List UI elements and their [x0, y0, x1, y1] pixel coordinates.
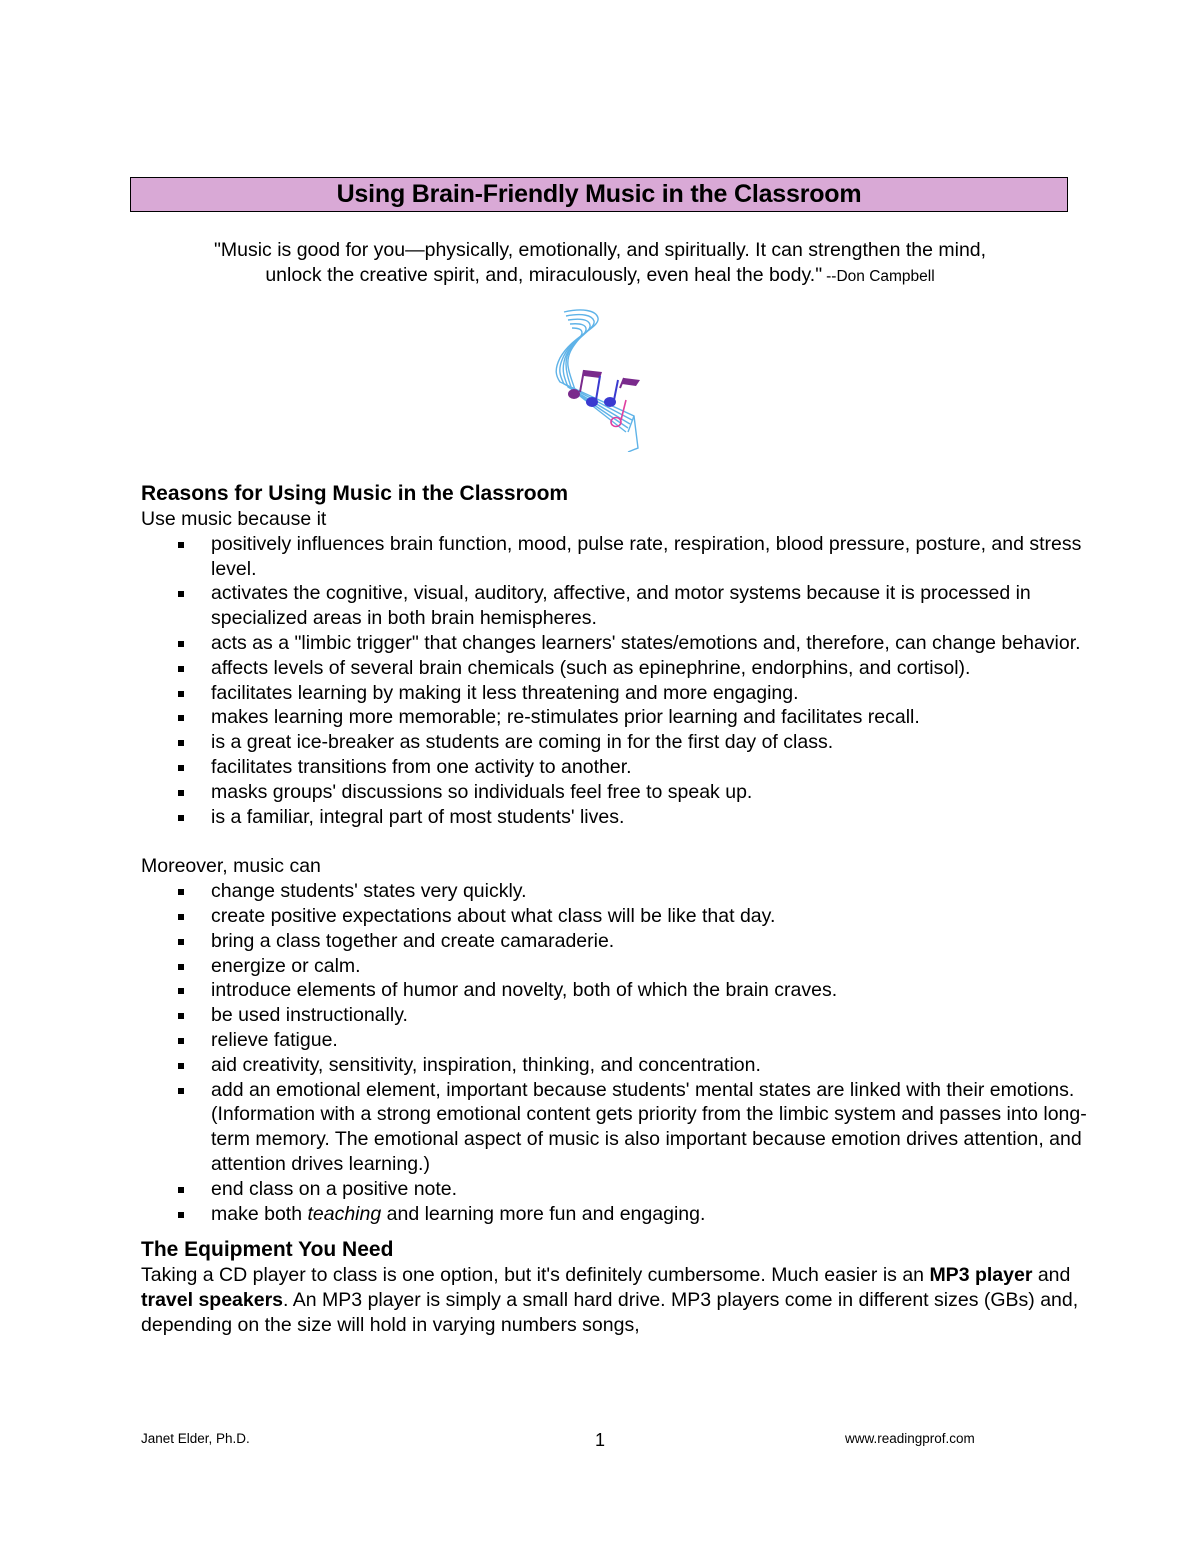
list-item: positively influences brain function, mood, pulse rate, respiration, blood pressure, posture, and stress level.: [141, 532, 1091, 582]
bullet-icon: [178, 1212, 184, 1218]
travel-speakers-term: travel speakers: [141, 1289, 284, 1312]
bullet-icon: [178, 939, 184, 945]
list-item: relieve fatigue.: [141, 1028, 1091, 1053]
footer-website: www.readingprof.com: [845, 1431, 975, 1446]
emphasis-text: teaching: [307, 1202, 382, 1225]
bullet-icon: [178, 1038, 184, 1044]
bullet-icon: [178, 740, 184, 746]
bullet-icon: [178, 988, 184, 994]
main-content: [141, 480, 1091, 1338]
reasons-list: [141, 532, 1091, 830]
reasons-heading: Reasons for Using Music in the Classroom: [141, 482, 569, 505]
list-item: introduce elements of humor and novelty, both of which the brain craves.: [141, 978, 1091, 1003]
bullet-icon: [178, 914, 184, 920]
bullet-icon: [178, 1063, 184, 1069]
bullet-icon: [178, 1088, 184, 1094]
bullet-icon: [178, 790, 184, 796]
list-item: acts as a "limbic trigger" that changes learners' states/emotions and, therefore, can change behavior.: [141, 631, 1091, 656]
quote-line-1: "Music is good for you—physically, emotionally, and spiritually. It can strengthen the mind,: [213, 239, 987, 261]
title-box: [130, 177, 1068, 212]
bullet-icon: [178, 765, 184, 771]
bullet-icon: [178, 591, 184, 597]
list-item: activates the cognitive, visual, auditory, affective, and motor systems because it is processed in specialized areas in both brain hemispheres.: [141, 581, 1091, 631]
quote-line-2: [130, 263, 1070, 289]
list-item: energize or calm.: [141, 954, 1091, 979]
list-item: is a familiar, integral part of most students' lives.: [141, 805, 1091, 830]
mp3-player-term: MP3 player: [929, 1264, 1033, 1287]
list-item: create positive expectations about what class will be like that day.: [141, 904, 1091, 929]
spacer: [141, 1226, 1091, 1236]
bullet-icon: [178, 542, 184, 548]
list-item: aid creativity, sensitivity, inspiration, thinking, and concentration.: [141, 1053, 1091, 1078]
list-item: be used instructionally.: [141, 1003, 1091, 1028]
footer-author: Janet Elder, Ph.D.: [141, 1431, 250, 1446]
list-item: change students' states very quickly.: [141, 879, 1091, 904]
bullet-icon: [178, 641, 184, 647]
quote-line-2-text: unlock the creative spirit, and, miraculously, even heal the body.": [265, 264, 823, 286]
quote-attribution: --Don Campbell: [826, 268, 935, 285]
page-title: Using Brain-Friendly Music in the Classroom: [336, 180, 862, 208]
bullet-icon: [178, 815, 184, 821]
music-notes-icon: [552, 306, 648, 452]
list-item: add an emotional element, important because students' mental states are linked with their emotions. (Information with a strong emotional content gets priority from the limbic system and passes into long-term memory. The emotional aspect of music is also important because emotion drives attention, and attention drives learning.): [141, 1078, 1091, 1177]
list-item: make both teaching and learning more fun and engaging.: [141, 1202, 1091, 1227]
list-item: bring a class together and create camaraderie.: [141, 929, 1091, 954]
bullet-icon: [178, 691, 184, 697]
bullet-icon: [178, 889, 184, 895]
list-item: masks groups' discussions so individuals feel free to speak up.: [141, 780, 1091, 805]
list-item: end class on a positive note.: [141, 1177, 1091, 1202]
moreover-intro: Moreover, music can: [141, 855, 321, 878]
list-item: affects levels of several brain chemicals (such as epinephrine, endorphins, and cortisol).: [141, 656, 1091, 681]
bullet-icon: [178, 715, 184, 721]
bullet-icon: [178, 964, 184, 970]
moreover-list: [141, 879, 1091, 1226]
bullet-icon: [178, 666, 184, 672]
reasons-intro: Use music because it: [141, 508, 327, 530]
equipment-heading: The Equipment You Need: [141, 1238, 394, 1262]
equipment-paragraph: Taking a CD player to class is one option, but it's definitely cumbersome. Much easier is an MP3 player and travel speakers. An MP3 player is simply a small hard drive. MP3 players come in different sizes (GBs) and, depending on the size will hold in varying numbers songs,: [141, 1264, 1079, 1336]
list-item: facilitates learning by making it less threatening and more engaging.: [141, 681, 1091, 706]
page-number: 1: [595, 1430, 606, 1450]
epigraph-quote: [130, 238, 1070, 289]
list-item: makes learning more memorable; re-stimulates prior learning and facilitates recall.: [141, 705, 1091, 730]
spacer: [141, 829, 1091, 854]
list-item: is a great ice-breaker as students are coming in for the first day of class.: [141, 730, 1091, 755]
list-item: facilitates transitions from one activity to another.: [141, 755, 1091, 780]
bullet-icon: [178, 1013, 184, 1019]
bullet-icon: [178, 1187, 184, 1193]
